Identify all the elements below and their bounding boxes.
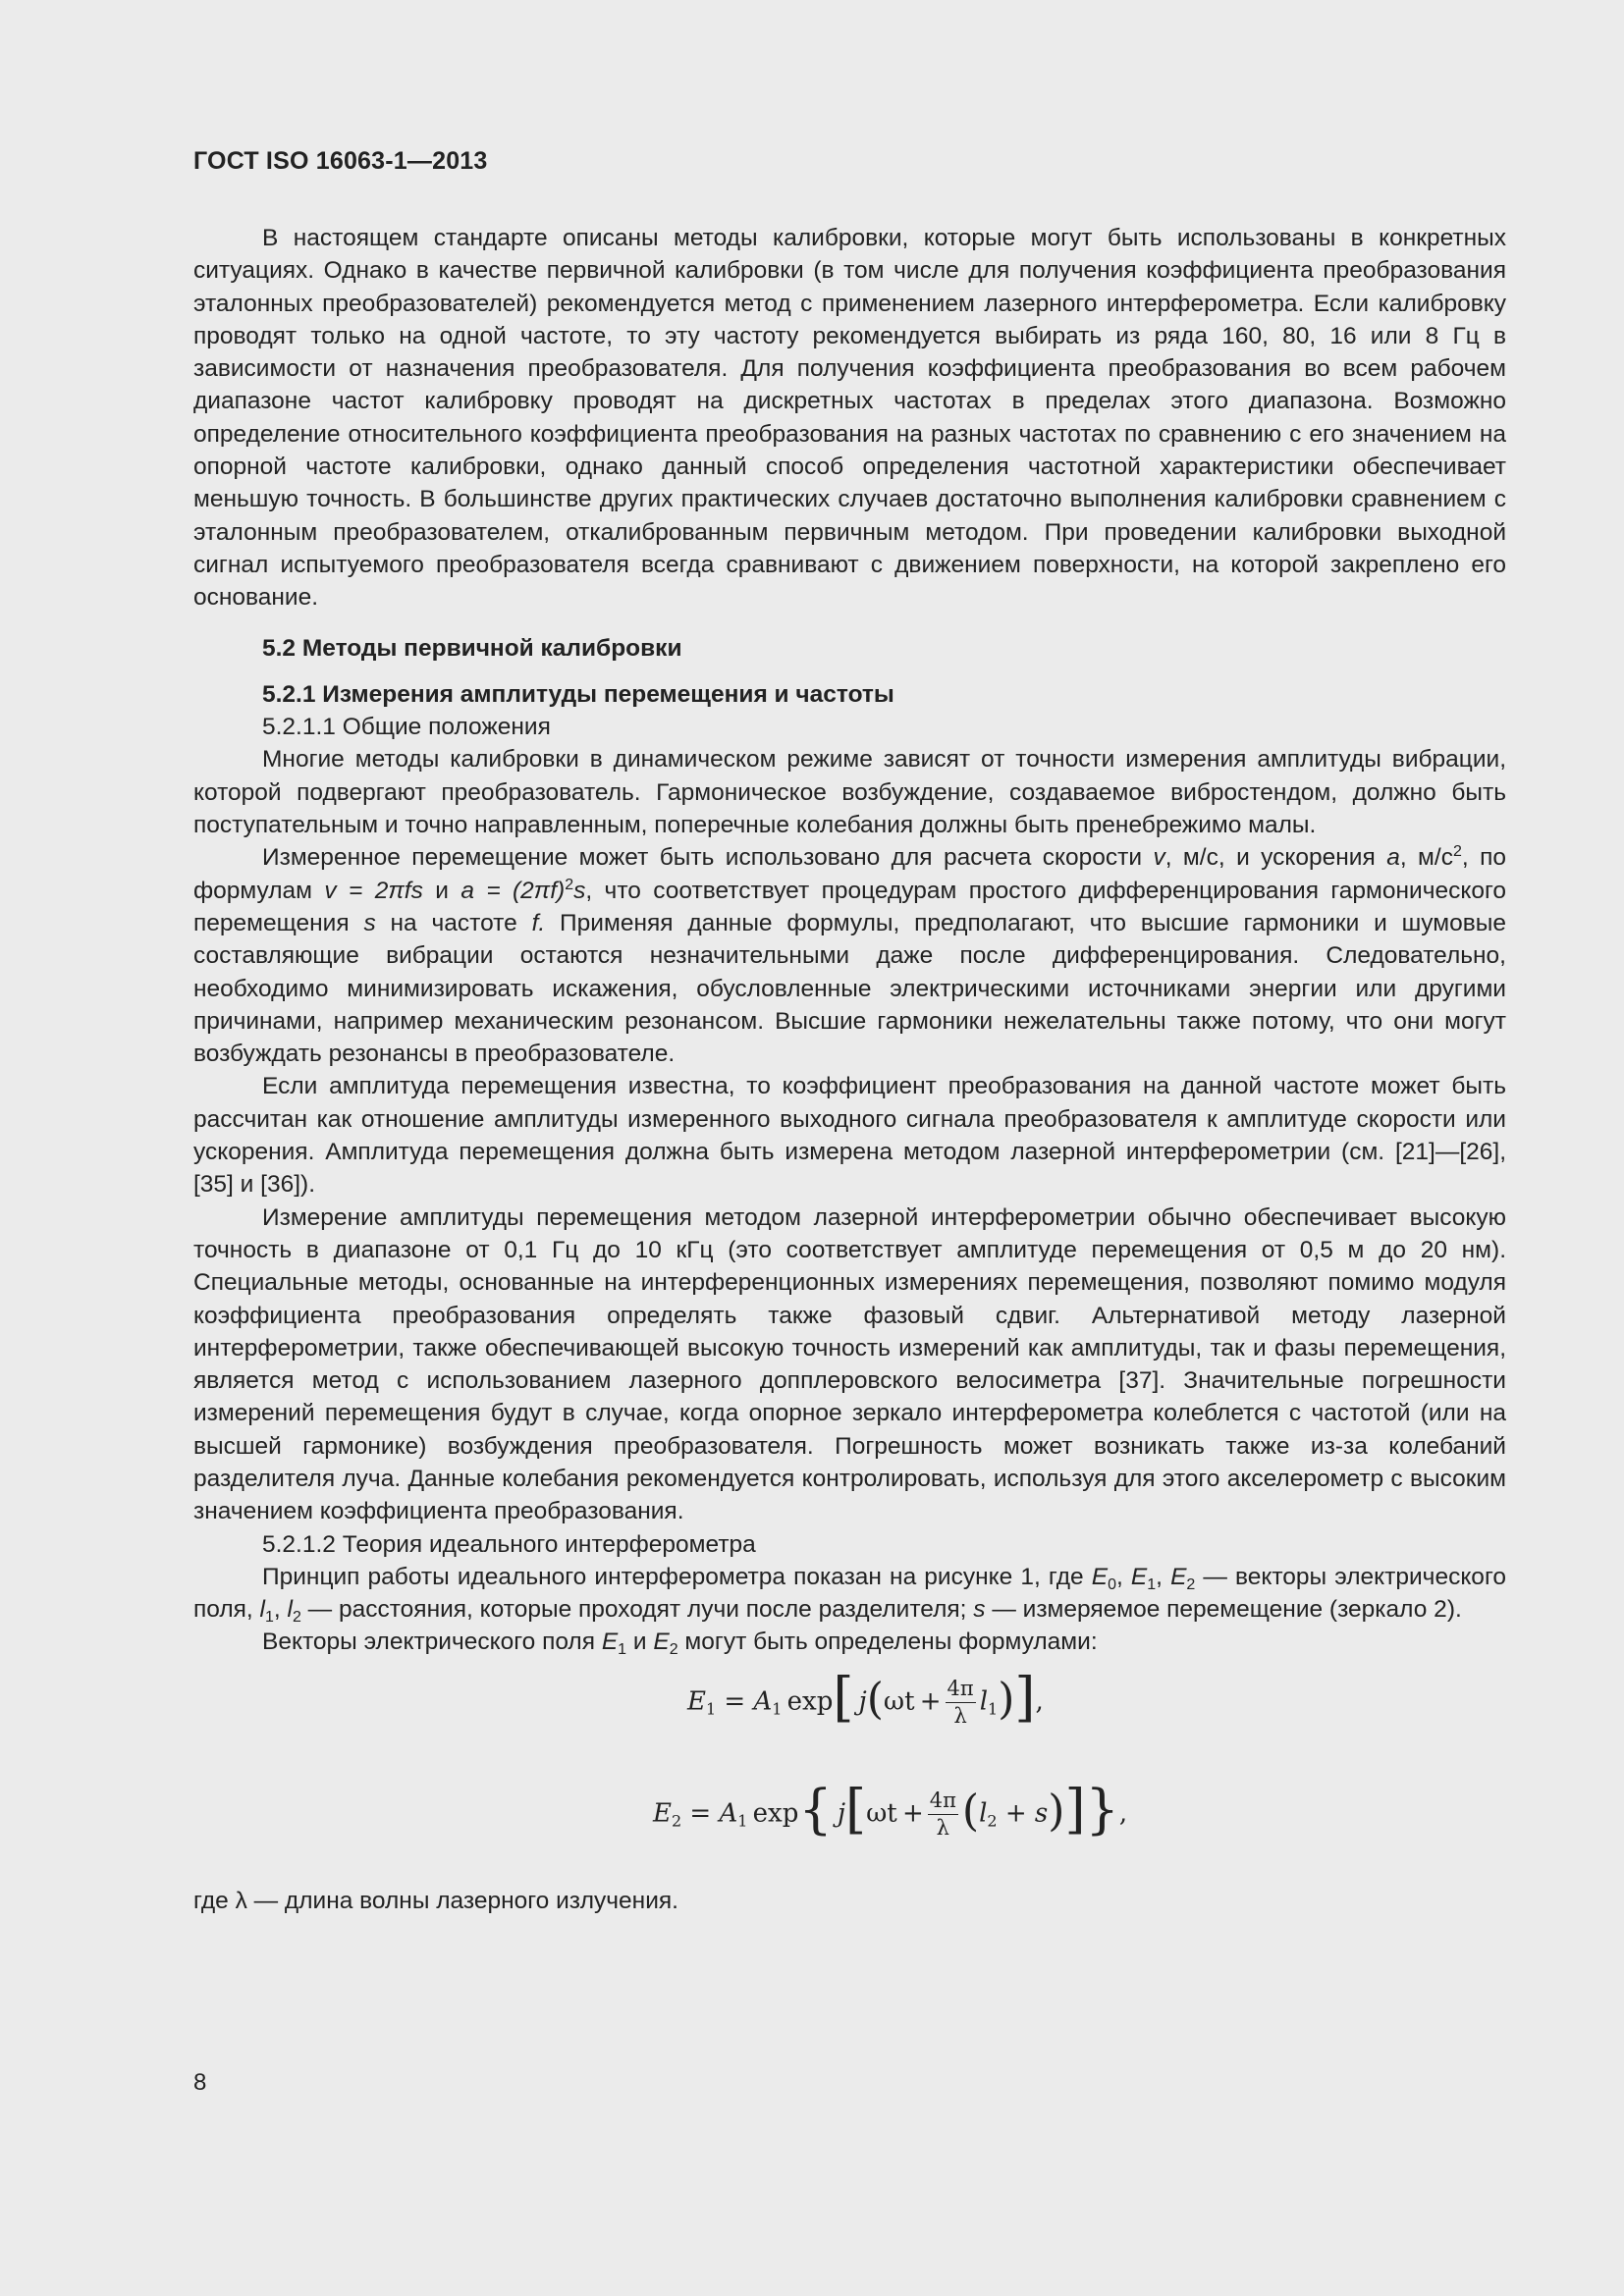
section-heading-5-2: 5.2 Методы первичной калибровки: [262, 634, 682, 662]
paragraph-lambda: где λ — длина волны лазерного излучения.: [193, 1887, 678, 1914]
fraction-4pi-over-lambda: $\frac{4\pi}{\lambda}$: [929, 1788, 956, 1840]
paragraph-general-2: Измеренное перемещение может быть использовано для расчета скорости v, м/с, и ускорения a, $м/с^2$, по формулам v = 2πfs и $a = (2\pi f)^2s$, что соответствует процедурам простого дифференцирования гармонического перемещения s на частоте f. Применяя данные формулы, предполагают, что высшие гармоники и шумовые составляющие вибрации остаются незначительными даже после дифференцирования. Следовательно, необходимо минимизировать искажения, обусловленные электрическими источниками энергии или другими причинами, например механическим резонансом. Высшие гармоники нежелательны также потому, что они могут возбуждать резонансы в преобразователе.: [193, 843, 1506, 1068]
intro-paragraph: В настоящем стандарте описаны методы калибровки, которые могут быть использованы в конкретных ситуациях. Однако в качестве первичной калибровки (в том числе для получения коэффициента преобразования эталонных преобразователей) рекомендуется метод с применением лазерного интерферометра. Если калибровку проводят только на одной частоте, то эту частоту рекомендуется выбирать из ряда 160, 80, 16 или 8 Гц в зависимости от назначения преобразователя. Для получения коэффициента преобразования во всем рабочем диапазоне частот калибровку проводят на дискретных частотах в пределах этого диапазона. Возможно определение относительного коэффициента преобразования на разных частотах по сравнению с его значением на опорной частоте калибровки, однако данный способ определения частотной характеристики обеспечивает меньшую точность. В большинстве других практических случаев достаточно выполнения калибровки сравнением с эталонным преобразователем, откалиброванным первичным методом. При проведении калибровки выходной сигнал испытуемого преобразователя всегда сравнивают с движением поверхности, на которой закреплено его основание.: [193, 225, 1506, 612]
section-heading-5-2-1-2: 5.2.1.2 Теория идеального интерферометра: [262, 1530, 756, 1558]
section-heading-5-2-1-1: 5.2.1.1 Общие положения: [262, 714, 551, 741]
paragraph-theory-1: Принцип работы идеального интерферометра показан на рисунке 1, где $E_0$, $E_1$, $E_2$ — векторы электрического поля, $l_1$, $l_2$ — расстояния, которые проходят лучи после разделителя; s — измеряемое перемещение (зеркало 2).: [193, 1563, 1506, 1627]
page-number: 8: [193, 2069, 207, 2096]
paragraph-general-3: Если амплитуда перемещения известна, то коэффициент преобразования на данной частоте может быть рассчитан как отношение амплитуды измеренного выходного сигнала преобразователя к амплитуде скорости или ускорения. Амплитуда перемещения должна быть измерена методом лазерной интерферометрии (см. [21]—[26], [35] и [36]).: [193, 1073, 1506, 1199]
fraction-4pi-over-lambda: $\frac{4\pi}{\lambda}$: [947, 1676, 974, 1728]
paragraph-general-1: Многие методы калибровки в динамическом режиме зависят от точности измерения амплитуды вибрации, которой подвергают преобразователь. Гармоническое возбуждение, создаваемое вибростендом, должно быть поступательным и точно направленным, поперечные колебания должны быть пренебрежимо малы.: [193, 746, 1506, 839]
standard-header: ГОСТ ISO 16063-1—2013: [193, 147, 488, 175]
main-text: [193, 222, 1506, 1917]
paragraph-general-4: Измерение амплитуды перемещения методом лазерной интерферометрии обычно обеспечивает высокую точность в диапазоне от 0,1 Гц до 10 кГц (это соответствует амплитуде перемещения от 0,5 м до 20 нм). Специальные методы, основанные на интерференционных измерениях перемещения, позволяют помимо модуля коэффициента преобразования определять также фазовый сдвиг. Альтернативой методу лазерной интерферометрии, также обеспечивающей высокую точность измерений как амплитуды, так и фазы перемещения, является метод с использованием лазерного допплеровского велосиметра [37]. Значительные погрешности измерений перемещения будут в случае, когда опорное зеркало интерферометра колеблется с частотой (или на высшей гармонике) возбуждения преобразователя. Погрешность может возникать также из-за колебаний разделителя луча. Данные колебания рекомендуется контролировать, используя для этого акселерометр с высоким значением коэффициента преобразования.: [193, 1203, 1506, 1525]
paragraph-theory-2: Векторы электрического поля $E_1$ и $E_2$ могут быть определены формулами:: [262, 1629, 1098, 1659]
formula-e2: $E_2 = A_1$ exp{ j[ωt + $\frac{4\pi}{\lambda}$ $(l_2 + s)$]},: [653, 1778, 1128, 1841]
section-heading-5-2-1: 5.2.1 Измерения амплитуды перемещения и частоты: [262, 680, 894, 708]
formula-e1: $E_1 = A_1$ exp[ j(ωt + $\frac{4\pi}{\lambda}$ $l_1$)],: [687, 1666, 1044, 1729]
